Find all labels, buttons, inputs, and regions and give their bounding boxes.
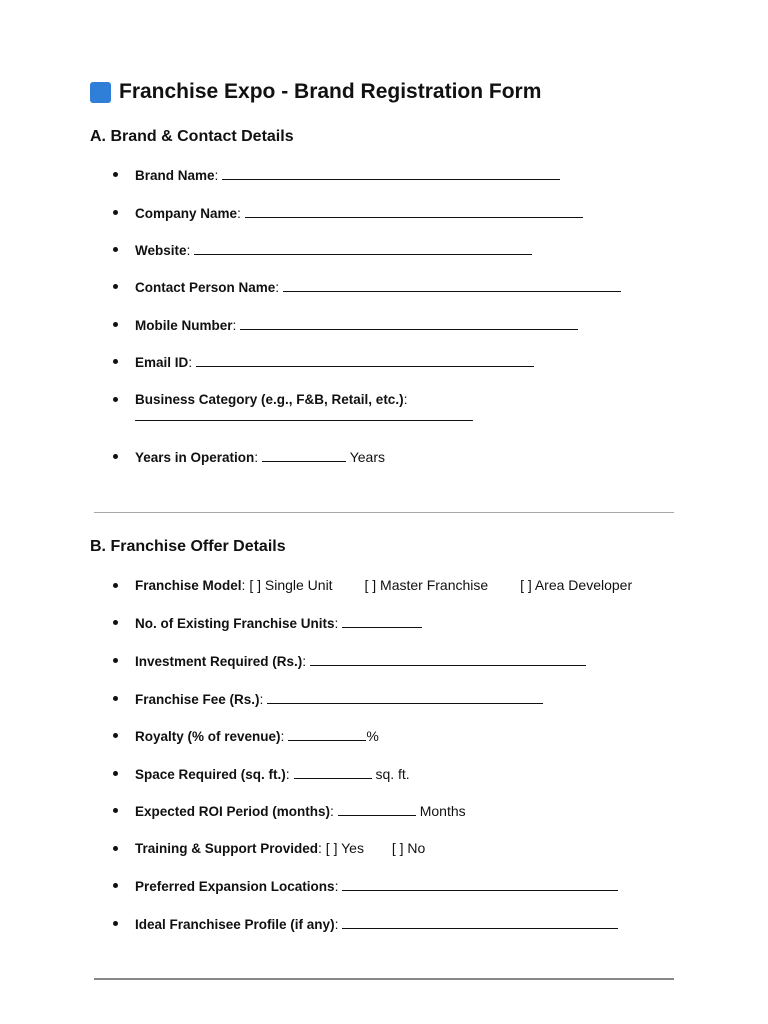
- bullet-icon: [113, 808, 118, 813]
- section-a-heading: A. Brand & Contact Details: [90, 128, 294, 145]
- bullet-icon: [113, 620, 118, 625]
- franchisee-profile-input-line[interactable]: [342, 914, 618, 929]
- mobile-number-input-line[interactable]: [240, 315, 578, 330]
- section-divider: [94, 512, 674, 513]
- field-label: Business Category (e.g., F&B, Retail, etc.): [135, 392, 404, 407]
- title-text: Franchise Expo - Brand Registration Form: [119, 80, 542, 103]
- years-input-line[interactable]: [262, 447, 346, 462]
- bullet-icon: [113, 359, 118, 364]
- website-input-line[interactable]: [194, 240, 532, 255]
- field-label: Space Required (sq. ft.): [135, 767, 286, 782]
- section-b-heading: B. Franchise Offer Details: [90, 538, 286, 555]
- field-suffix: Years: [349, 449, 386, 465]
- option-area-developer[interactable]: [ ] Area Developer: [520, 577, 633, 593]
- field-label: Expected ROI Period (months): [135, 804, 331, 819]
- blue-square-icon: [90, 82, 111, 103]
- bullet-icon: [113, 397, 118, 402]
- franchise-fee-input-line[interactable]: [267, 689, 543, 704]
- field-label: Years in Operation: [135, 450, 255, 465]
- field-label: Royalty (% of revenue): [135, 729, 281, 744]
- investment-input-line[interactable]: [310, 651, 586, 666]
- bullet-icon: [113, 846, 118, 851]
- contact-person-input-line[interactable]: [283, 277, 621, 292]
- bullet-icon: [113, 658, 118, 663]
- existing-units-input-line[interactable]: [342, 613, 422, 628]
- bullet-icon: [113, 733, 118, 738]
- roi-input-line[interactable]: [338, 801, 416, 816]
- field-label: Franchise Model: [135, 578, 242, 593]
- business-category-input-line[interactable]: [135, 408, 473, 421]
- email-id-input-line[interactable]: [196, 352, 534, 367]
- option-no[interactable]: [ ] No: [391, 840, 426, 856]
- bullet-icon: [113, 921, 118, 926]
- option-single-unit[interactable]: [ ] Single Unit: [249, 577, 333, 593]
- field-label: No. of Existing Franchise Units: [135, 616, 335, 631]
- bullet-icon: [113, 322, 118, 327]
- bullet-icon: [113, 210, 118, 215]
- bottom-divider: [94, 978, 674, 980]
- bullet-icon: [113, 696, 118, 701]
- bullet-icon: [113, 172, 118, 177]
- royalty-input-line[interactable]: [288, 726, 366, 741]
- field-label: Ideal Franchisee Profile (if any): [135, 917, 335, 932]
- option-master-franchise[interactable]: [ ] Master Franchise: [364, 577, 489, 593]
- field-suffix: Months: [419, 803, 466, 819]
- brand-name-input-line[interactable]: [222, 165, 560, 180]
- page-title: [90, 80, 541, 104]
- field-label: Website: [135, 243, 187, 258]
- bullet-icon: [113, 883, 118, 888]
- field-label: Preferred Expansion Locations: [135, 879, 335, 894]
- bullet-icon: [113, 284, 118, 289]
- company-name-input-line[interactable]: [245, 203, 583, 218]
- expansion-locations-input-line[interactable]: [342, 876, 618, 891]
- field-label: Contact Person Name: [135, 280, 276, 295]
- field-label: Training & Support Provided: [135, 841, 319, 856]
- option-yes[interactable]: [ ] Yes: [325, 840, 364, 856]
- space-input-line[interactable]: [294, 764, 372, 779]
- bullet-icon: [113, 771, 118, 776]
- field-label: Investment Required (Rs.): [135, 654, 303, 669]
- bullet-icon: [113, 583, 118, 588]
- bullet-icon: [113, 454, 118, 459]
- field-suffix: sq. ft.: [375, 766, 410, 782]
- form-page: Franchise Expo - Brand Registration Form A. Brand & Contact Details Brand Name: Company Name: Website: Contact Person Name: Mobile Number: Email ID: Business Category (e.g., F&B, Retail, etc.): Years in Operation: Years B. Franchise Offer Details Franchise Model: [ ] Single Unit [ ] Master Franchise [ ] Area Developer No. of Existing Franchise Units: Investment Required (Rs.): Franchise Fee (Rs.): Royalty (% of revenue): % Space Required (sq. ft.): sq. ft. Expected ROI Period (months): Months Training & Support Provided: [ ] Yes [ ] No Preferred Expansion Locations: Ideal Franchisee Profile (if any):: [0, 0, 768, 1024]
- field-suffix: %: [366, 728, 379, 744]
- field-label: Email ID: [135, 355, 189, 370]
- field-label: Brand Name: [135, 168, 215, 183]
- field-label: Franchise Fee (Rs.): [135, 692, 260, 707]
- field-label: Mobile Number: [135, 318, 233, 333]
- field-business-category: Business Category (e.g., F&B, Retail, etc.):: [113, 390, 693, 426]
- field-label: Company Name: [135, 206, 238, 221]
- bullet-icon: [113, 247, 118, 252]
